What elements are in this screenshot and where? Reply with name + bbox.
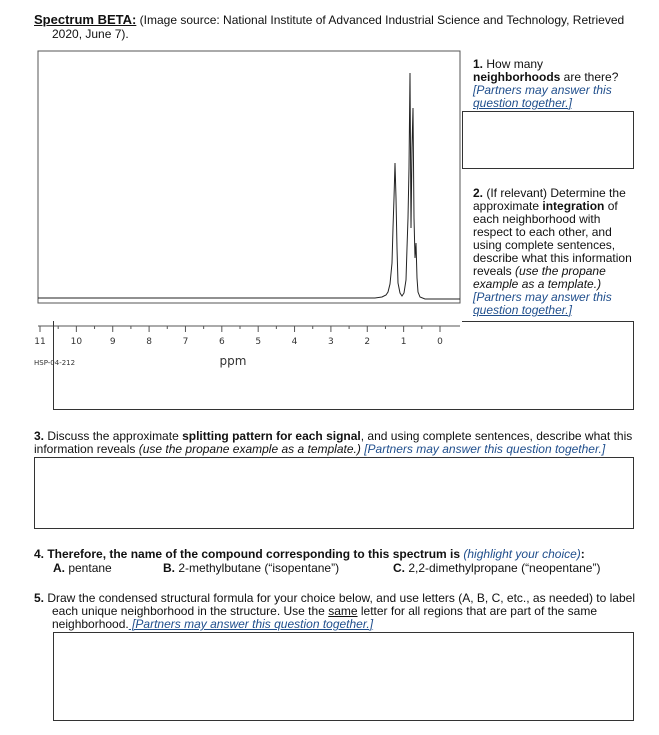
q3-text-a: Discuss the approximate <box>44 429 183 443</box>
x-tick-label: 3 <box>328 337 334 347</box>
q5-line2b: same <box>328 604 358 618</box>
q1-partners-2: question together.] <box>473 96 572 110</box>
q5-line1: Draw the condensed structural formula for your choice below, and use letters (A, B, C, etc., as needed) to label <box>44 591 635 605</box>
option-b-label: 2-methylbutane (“isopentane”) <box>175 561 340 575</box>
q3-text-d: information reveals <box>34 442 139 456</box>
q2-line7a: reveals <box>473 264 516 278</box>
option-b-letter: B. <box>163 561 175 575</box>
option-c-letter: C. <box>393 561 405 575</box>
q3-text-c: , and using complete sentences, describe what this <box>360 429 633 443</box>
q5-line3: neighborhood. <box>52 617 129 631</box>
q2-partners-1: [Partners may answer this <box>473 290 612 304</box>
q2-line8: example as a template.) <box>473 277 602 291</box>
q5-line2a: each unique neighborhood in the structure. Use the <box>52 604 329 618</box>
option-a-letter: A. <box>53 561 65 575</box>
q1-text-c: are there? <box>560 70 619 84</box>
x-tick-label: 2 <box>364 337 371 347</box>
x-tick-label: 7 <box>182 337 189 347</box>
q2-line2a: approximate <box>473 199 543 213</box>
q2-line3: each neighborhood with <box>473 212 601 226</box>
q5-answer-box[interactable] <box>53 632 634 721</box>
q5-number: 5. <box>34 591 45 605</box>
option-a[interactable] <box>53 562 112 575</box>
title-source-line1: (Image source: National Institute of Advanced Industrial Science and Technology, Retrieved <box>136 13 625 27</box>
q2-line4: respect to each other, and <box>473 225 612 239</box>
q2-answer-box[interactable] <box>53 321 634 410</box>
option-b[interactable] <box>163 562 339 575</box>
q4-hint: (highlight your choice) <box>463 547 581 561</box>
q1-number: 1. <box>473 57 484 71</box>
x-tick-label: 6 <box>218 337 225 347</box>
q2-partners-2: question together.] <box>473 303 572 317</box>
q2-line7b: (use the propane <box>515 264 606 278</box>
q2-line6: describe what this information <box>473 251 632 265</box>
title-source-line2: 2020, June 7). <box>52 27 129 41</box>
x-tick-label: 4 <box>291 337 298 347</box>
x-tick-label: 8 <box>146 337 152 347</box>
q2-line2b: integration <box>542 199 605 213</box>
x-axis-label: ppm <box>219 354 247 368</box>
x-tick-label: 10 <box>70 337 83 347</box>
q3-text-b: splitting pattern for each signal <box>182 429 361 443</box>
q2-number: 2. <box>473 186 484 200</box>
q2-line2c: of <box>604 199 618 213</box>
x-tick-label: 0 <box>437 337 443 347</box>
q2-line1: (If relevant) Determine the <box>483 186 626 200</box>
question-1 <box>473 58 648 110</box>
question-2 <box>473 187 653 317</box>
q1-answer-box[interactable] <box>462 111 634 169</box>
q5-line2c: letter for all regions that are part of the same <box>357 604 597 618</box>
spectrum-frame <box>38 51 460 303</box>
q4-text: 4. Therefore, the name of the compound corresponding to this spectrum is <box>34 547 464 561</box>
q3-text-e: (use the propane example as a template.) <box>138 442 361 456</box>
question-3 <box>34 430 634 456</box>
option-a-label: pentane <box>65 561 112 575</box>
question-5 <box>34 592 654 631</box>
q3-number: 3. <box>34 429 45 443</box>
x-tick-label: 5 <box>255 337 262 347</box>
spectrum-code: HSP-04-212 <box>34 359 76 367</box>
q3-partners: [Partners may answer this question together.] <box>360 442 606 456</box>
option-c-label: 2,2-dimethylpropane (“neopentane”) <box>405 561 601 575</box>
q1-text-a: How many <box>486 57 544 71</box>
page-title <box>34 13 634 41</box>
x-tick-label: 11 <box>34 337 46 347</box>
title-label: Spectrum BETA: <box>34 12 137 27</box>
q2-box-top-edge <box>462 321 634 322</box>
spectrum-trace <box>38 73 460 299</box>
q1-text-b: neighborhoods <box>473 70 561 84</box>
x-tick-label: 9 <box>109 337 116 347</box>
q2-line5: using complete sentences, <box>473 238 616 252</box>
option-c[interactable] <box>393 562 600 575</box>
q5-partners: [Partners may answer this question together.] <box>128 617 374 631</box>
question-4 <box>34 548 644 561</box>
q3-answer-box[interactable] <box>34 457 634 529</box>
q1-partners-1: [Partners may answer this <box>473 83 612 97</box>
x-tick-label: 1 <box>400 337 407 347</box>
q4-colon: : <box>580 547 585 561</box>
